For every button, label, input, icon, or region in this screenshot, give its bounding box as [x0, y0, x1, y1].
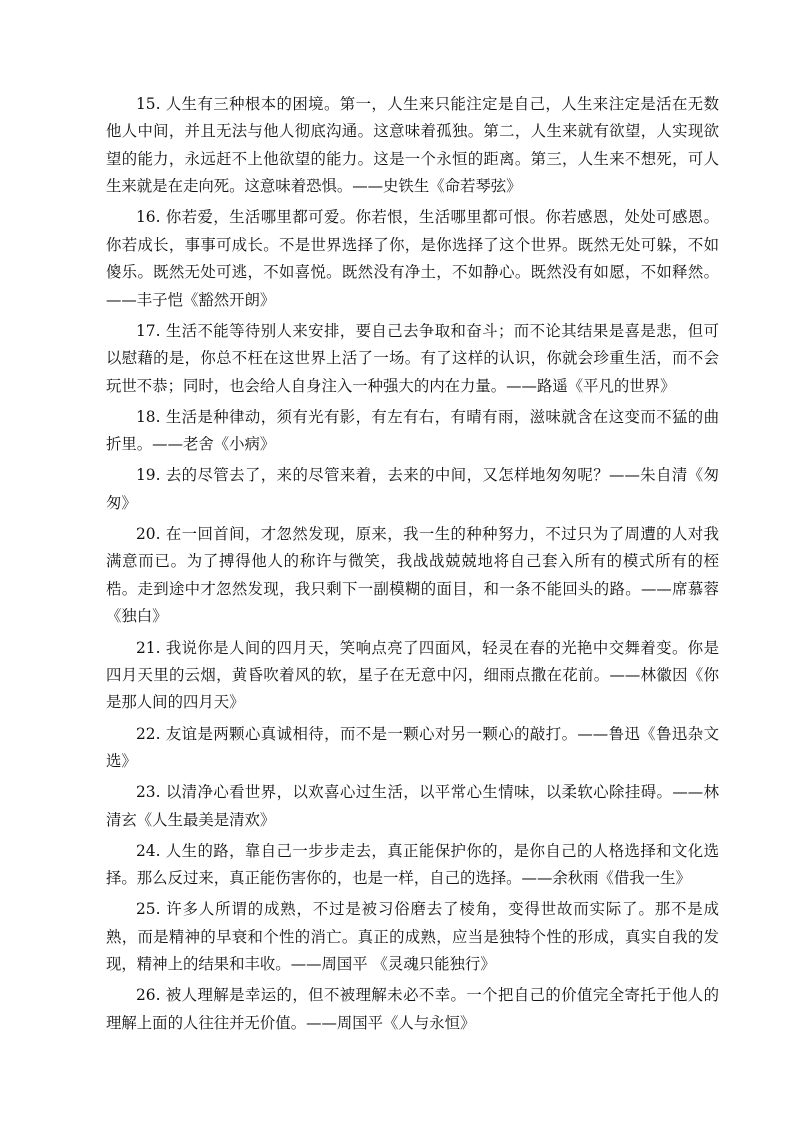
- entry-number: 18.: [136, 407, 161, 426]
- quote-entry-20: [106, 521, 719, 631]
- quote-entry-19: [106, 462, 719, 517]
- entry-text: 人生的路，靠自己一步步走去，真正能保护你的，是你自己的人格选择和文化选择。那么反过来，真正能伤害你的，也是一样，自己的选择。——余秋雨《借我一生》: [106, 841, 719, 888]
- entry-text: 以清净心看世界，以欢喜心过生活，以平常心生情味，以柔软心除挂碍。——林清玄《人生最美是清欢》: [106, 783, 719, 829]
- entry-text: 去的尽管去了，来的尽管来着，去来的中间，又怎样地匆匆呢？——朱自清《匆匆》: [106, 466, 719, 512]
- entry-text: 在一回首间，才忽然发现，原来，我一生的种种努力，不过只为了周遭的人对我满意而已。为了搏得他人的称许与微笑，我战战兢兢地将自己套入所有的模式所有的桎梏。走到途中才忽然发现，我只剩下一副模糊的面目，和一条不能回头的路。——席慕蓉《独白》: [106, 525, 719, 626]
- entry-text: 友谊是两颗心真诚相待，而不是一颗心对另一颗心的敲打。——鲁迅《鲁迅杂文选》: [106, 724, 719, 770]
- entry-number: 15.: [136, 95, 161, 113]
- entry-number: 24.: [136, 841, 161, 860]
- quote-entry-18: [106, 404, 719, 459]
- entry-text: 被人理解是幸运的，但不被理解未必不幸。一个把自己的价值完全寄托于他人的理解上面的人往往并无价值。——周国平《人与永恒》: [106, 986, 719, 1032]
- quote-entry-26: [106, 982, 719, 1037]
- quote-entry-24: [106, 838, 719, 893]
- entry-number: 25.: [136, 900, 161, 919]
- entry-text: 你若爱，生活哪里都可爱。你若恨，生活哪里都可恨。你若感恩，处处可感恩。你若成长，事事可成长。不是世界选择了你，是你选择了这个世界。既然无处可躲，不如傻乐。既然无处可逃，不如喜悦。既然没有净土，不如静心。既然没有如愿，不如释然。——丰子恺《豁然开朗》: [106, 208, 719, 309]
- quote-entry-22: [106, 721, 719, 776]
- entry-number: 20.: [136, 525, 161, 544]
- entry-number: 17.: [136, 321, 161, 340]
- entry-number: 16.: [136, 208, 161, 227]
- entry-text: 人生有三种根本的困境。第一，人生来只能注定是自己，人生来注定是活在无数他人中间，并且无法与他人彻底沟通。这意味着孤独。第二，人生来就有欲望，人实现欲望的能力，永远赶不上他欲望的能力。这是一个永恒的距离。第三，人生来不想死，可人生来就是在走向死。这意味着恐惧。——史铁生《命若琴弦》: [106, 95, 719, 196]
- quote-entry-25: [106, 896, 719, 978]
- quote-list: [106, 91, 719, 1041]
- entry-text: 生活是种律动，须有光有影，有左有右，有晴有雨，滋味就含在这变而不猛的曲折里。——老舍《小病》: [106, 407, 719, 454]
- entry-text: 我说你是人间的四月天，笑响点亮了四面风，轻灵在春的光艳中交舞着变。你是四月天里的云烟，黄昏吹着风的软，星子在无意中闪，细雨点撒在花前。——林徽因《你是那人间的四月天》: [106, 638, 719, 712]
- quote-entry-21: [106, 635, 719, 717]
- quote-entry-15: [106, 91, 719, 201]
- entry-number: 26.: [136, 986, 161, 1005]
- entry-text: 生活不能等待别人来安排，要自己去争取和奋斗；而不论其结果是喜是悲，但可以慰藉的是，你总不枉在这世界上活了一场。有了这样的认识，你就会珍重生活，而不会玩世不恭；同时，也会给人自身注入一种强大的内在力量。——路遥《平凡的世界》: [106, 321, 719, 395]
- quote-entry-23: [106, 779, 719, 834]
- entry-text: 许多人所谓的成熟，不过是被习俗磨去了棱角，变得世故而实际了。那不是成熟，而是精神的早衰和个性的消亡。真正的成熟，应当是独特个性的形成，真实自我的发现，精神上的结果和丰收。——周国平 《灵魂只能独行》: [106, 900, 719, 974]
- entry-number: 21.: [136, 638, 161, 657]
- quote-entry-16: [106, 204, 719, 314]
- quote-entry-17: [106, 318, 719, 400]
- entry-number: 23.: [136, 783, 161, 802]
- entry-number: 19.: [136, 466, 161, 485]
- entry-number: 22.: [136, 724, 161, 743]
